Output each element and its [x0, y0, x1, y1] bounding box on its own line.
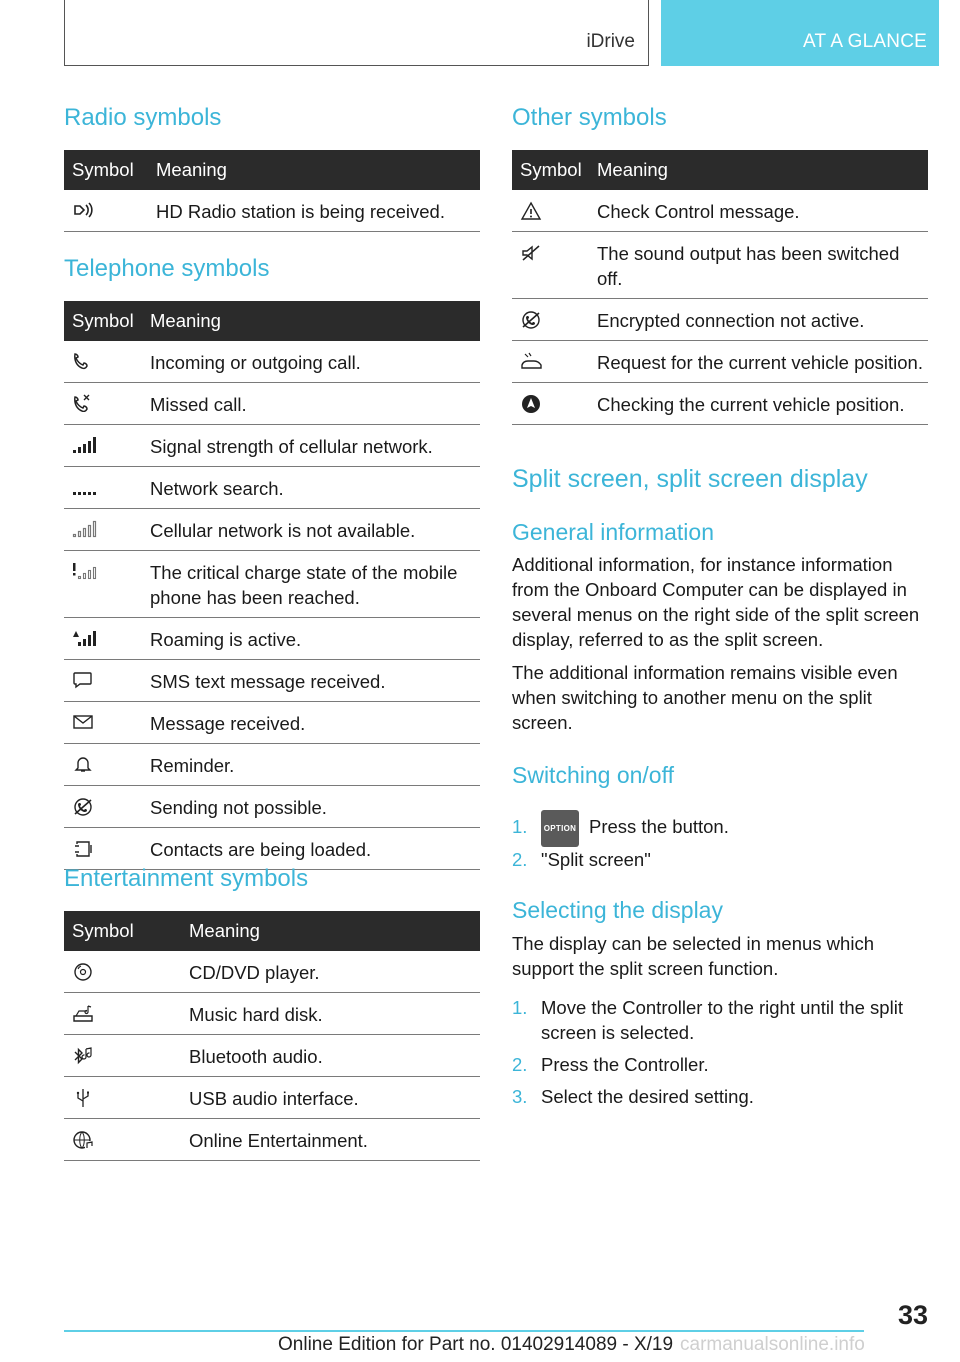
list-item: [512, 1052, 928, 1077]
step-text: "Split screen": [541, 849, 651, 870]
meaning: Sending not possible.: [142, 786, 480, 828]
speaker-off-icon: [520, 243, 542, 263]
header-chapter-tab: [661, 0, 939, 66]
table-row: [64, 786, 480, 828]
table-row: [64, 744, 480, 786]
general-info-heading: General information: [512, 519, 714, 545]
footer-divider: [64, 1330, 864, 1332]
option-button[interactable]: OPTION: [541, 810, 579, 847]
step-number: 2.: [512, 1054, 528, 1075]
hard-disk-icon: [72, 1004, 94, 1024]
col-symbol: Symbol: [72, 920, 134, 941]
table-row: [64, 425, 480, 467]
meaning: USB audio interface.: [181, 1077, 480, 1119]
meaning: Music hard disk.: [181, 993, 480, 1035]
step-number: 1.: [512, 997, 528, 1018]
table-row: [64, 1119, 480, 1161]
sending-not-possible-icon: [72, 797, 94, 817]
meaning: Message received.: [142, 702, 480, 744]
col-symbol: Symbol: [72, 159, 134, 180]
step-number: 2.: [512, 849, 528, 870]
other-table: [512, 150, 928, 425]
step-number: 3.: [512, 1086, 528, 1107]
missed-call-icon: [72, 394, 92, 412]
general-info-p1: Additional information, for instance information from the Onboard Computer can be displayed in several menus on the right side of the split screen display, referred to as the split screen.: [512, 554, 920, 650]
col-meaning: Meaning: [189, 920, 260, 941]
phone-call-icon: [72, 352, 92, 370]
col-symbol: Symbol: [520, 159, 582, 180]
table-row: [64, 509, 480, 551]
footer-edition: Online Edition for Part no. 01402914089 - X/19: [278, 1334, 674, 1355]
radio-heading: Radio symbols: [64, 104, 222, 131]
meaning: HD Radio station is being received.: [148, 190, 480, 232]
meaning: Contacts are being loaded.: [142, 828, 480, 870]
telephone-heading: Telephone symbols: [64, 255, 270, 282]
step-number: 1.: [512, 816, 528, 837]
entertainment-heading: Entertainment symbols: [64, 865, 309, 892]
table-row: [64, 383, 480, 425]
table-row: [64, 951, 480, 993]
meaning: Cellular network is not available.: [142, 509, 480, 551]
table-row: [64, 190, 480, 232]
table-row: [64, 702, 480, 744]
usb-icon: [72, 1088, 94, 1108]
no-network-icon: [72, 520, 98, 538]
selecting-paragraph: The display can be selected in menus which support the split screen function.: [512, 933, 874, 979]
step-text: Press the button.: [589, 816, 729, 837]
contacts-loading-icon: [72, 839, 94, 859]
header-section-box: [64, 0, 649, 66]
online-entertainment-icon: [72, 1130, 94, 1150]
meaning: The critical charge state of the mobile phone has been reached.: [142, 551, 480, 618]
meaning: Request for the current vehicle position.: [589, 341, 928, 383]
meaning: Reminder.: [142, 744, 480, 786]
step-text: Select the desired setting.: [541, 1086, 754, 1107]
critical-charge-icon: [72, 562, 98, 580]
table-row: [64, 467, 480, 509]
list-item: [512, 847, 928, 872]
warning-icon: [520, 201, 542, 221]
col-meaning: Meaning: [156, 159, 227, 180]
sms-icon: [72, 671, 94, 689]
switching-steps: [512, 797, 928, 872]
position-check-icon: [520, 394, 542, 414]
list-item: [512, 1084, 928, 1109]
list-item: [512, 797, 928, 842]
header-chapter-title: AT A GLANCE: [803, 31, 927, 52]
meaning: Network search.: [142, 467, 480, 509]
entertainment-table: [64, 911, 480, 1161]
table-row: [512, 383, 928, 425]
hd-radio-icon: [72, 201, 94, 219]
table-row: [64, 1077, 480, 1119]
list-item: [512, 995, 928, 1045]
meaning: Checking the current vehicle position.: [589, 383, 928, 425]
general-info-p2: The additional information remains visible even when switching to another menu on the split screen.: [512, 662, 898, 733]
position-request-icon: [520, 352, 544, 372]
meaning: Roaming is active.: [142, 618, 480, 660]
telephone-table: [64, 301, 480, 870]
header-section-title: iDrive: [586, 31, 635, 52]
signal-strength-icon: [72, 436, 98, 454]
page-number: 33: [897, 1300, 928, 1330]
table-row: [64, 1035, 480, 1077]
table-row: [64, 660, 480, 702]
table-row: [512, 190, 928, 232]
split-heading: Split screen, split screen display: [512, 465, 868, 493]
meaning: Missed call.: [142, 383, 480, 425]
col-meaning: Meaning: [150, 310, 221, 331]
table-row: [512, 299, 928, 341]
meaning: SMS text message received.: [142, 660, 480, 702]
radio-table: [64, 150, 480, 232]
meaning: Online Entertainment.: [181, 1119, 480, 1161]
meaning: Incoming or outgoing call.: [142, 341, 480, 383]
footer-watermark: carmanualsonline.info: [680, 1334, 865, 1355]
meaning: Bluetooth audio.: [181, 1035, 480, 1077]
table-row: [64, 618, 480, 660]
table-row: [64, 551, 480, 618]
step-text: Move the Controller to the right until the split screen is selected.: [541, 997, 903, 1043]
meaning: Signal strength of cellular network.: [142, 425, 480, 467]
encryption-off-icon: [520, 310, 542, 330]
meaning: Encrypted connection not active.: [589, 299, 928, 341]
meaning: Check Control message.: [589, 190, 928, 232]
switching-heading: Switching on/off: [512, 762, 674, 788]
selecting-steps: [512, 995, 928, 1109]
meaning: The sound output has been switched off.: [589, 232, 928, 299]
bluetooth-audio-icon: [72, 1046, 94, 1066]
envelope-icon: [72, 713, 94, 731]
other-heading: Other symbols: [512, 104, 667, 131]
bell-icon: [72, 755, 94, 773]
table-row: [512, 232, 928, 299]
meaning: CD/DVD player.: [181, 951, 480, 993]
col-meaning: Meaning: [597, 159, 668, 180]
col-symbol: Symbol: [72, 310, 134, 331]
table-row: [64, 341, 480, 383]
network-search-icon: [72, 478, 98, 496]
roaming-icon: [72, 629, 98, 647]
step-text: Press the Controller.: [541, 1054, 709, 1075]
table-row: [64, 993, 480, 1035]
cd-icon: [72, 962, 94, 982]
selecting-heading: Selecting the display: [512, 897, 723, 923]
table-row: [512, 341, 928, 383]
